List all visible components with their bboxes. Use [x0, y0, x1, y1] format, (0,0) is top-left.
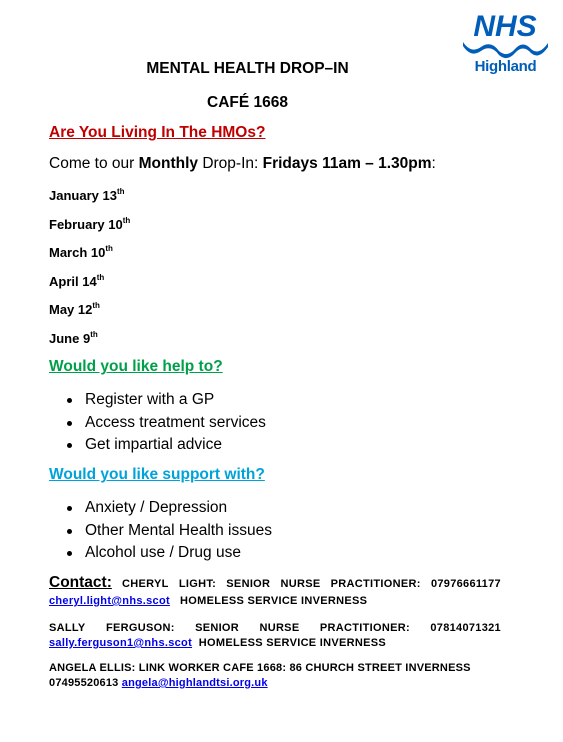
page-title: MENTAL HEALTH DROP–IN — [146, 60, 349, 77]
page-subtitle: CAFÉ 1668 — [207, 94, 288, 111]
contact-cheryl-line2 — [49, 595, 501, 607]
bullet-icon — [67, 421, 72, 426]
bullet-icon — [67, 529, 72, 534]
contact-sally — [49, 622, 501, 649]
nhs-wordmark-icon — [459, 9, 552, 59]
date-text: March 10 — [49, 245, 106, 260]
contact-phone: 07814071321 — [430, 622, 501, 634]
list-item — [67, 435, 266, 458]
list-item — [67, 543, 272, 566]
list-item-text: Anxiety / Depression — [85, 499, 228, 516]
contact-word: PRACTITIONER: — [319, 622, 410, 634]
contact-angela — [49, 662, 501, 689]
list-item-text: Get impartial advice — [85, 436, 222, 453]
date-suffix: th — [90, 330, 98, 339]
date-text: June 9 — [49, 331, 91, 346]
cheryl-email-link[interactable]: cheryl.light@nhs.scot — [49, 595, 170, 607]
contact-word: LIGHT: — [178, 578, 217, 590]
contact-word: NURSE — [280, 578, 321, 590]
list-item-text: Other Mental Health issues — [85, 521, 272, 539]
contact-word: CHERYL — [122, 578, 169, 590]
contact-word: SENIOR — [195, 622, 240, 634]
contact-angela-line2 — [49, 677, 501, 689]
intro-time: Fridays 11am – 1.30pm — [262, 155, 432, 172]
contact-word: PRACTITIONER: — [330, 578, 421, 590]
angela-email-link[interactable]: angela@highlandtsi.org.uk — [121, 677, 268, 689]
intro-middle: Drop-In: — [198, 155, 263, 172]
sally-email-link[interactable]: sally.ferguson1@nhs.scot — [49, 637, 193, 649]
list-item — [67, 390, 266, 413]
contact-label: Contact: — [49, 574, 112, 591]
date-item — [49, 244, 113, 260]
bullet-icon — [67, 398, 72, 403]
contact-word: SALLY — [49, 622, 86, 634]
list-item — [67, 521, 272, 544]
date-item — [49, 330, 98, 346]
date-text: May 12 — [49, 302, 93, 317]
date-item — [49, 187, 125, 203]
contact-angela-line: ANGELA ELLIS: LINK WORKER CAFE 1668: 86 CHURCH STREET INVERNESS — [49, 662, 471, 674]
bullet-icon — [67, 551, 72, 556]
list-item-text: Register with a GP — [85, 391, 215, 408]
svg-text:NHS: NHS — [473, 10, 537, 43]
date-text: February 10 — [49, 217, 123, 232]
contact-phone: 07976661177 — [430, 578, 501, 590]
list-item — [67, 498, 272, 521]
logo-region-label: Highland — [474, 58, 537, 75]
support-heading: Would you like support with? — [49, 466, 265, 483]
date-item — [49, 273, 104, 289]
date-suffix: th — [105, 244, 113, 253]
contact-word: SENIOR — [226, 578, 271, 590]
bullet-icon — [67, 506, 72, 511]
date-item — [49, 216, 130, 232]
list-item-text: Alcohol use / Drug use — [85, 544, 241, 561]
list-item — [67, 413, 266, 436]
date-text: January 13 — [49, 188, 117, 203]
date-text: April 14 — [49, 274, 97, 289]
support-list — [67, 498, 272, 566]
contact-sally-line2 — [49, 637, 501, 649]
hmo-question-heading: Are You Living In The HMOs? — [49, 124, 266, 141]
service-name: HOMELESS SERVICE INVERNESS — [198, 637, 387, 649]
date-suffix: th — [116, 187, 125, 196]
contact-word: NURSE — [259, 622, 300, 634]
intro-prefix: Come to our — [49, 155, 139, 172]
contact-cheryl-line — [49, 574, 501, 592]
date-suffix: th — [96, 273, 105, 282]
contact-word: FERGUSON: — [105, 622, 175, 634]
contact-cheryl — [49, 574, 501, 607]
date-item — [49, 301, 100, 317]
date-suffix: th — [92, 301, 100, 310]
help-heading: Would you like help to? — [49, 358, 223, 375]
intro-suffix: : — [431, 155, 436, 172]
list-item-text: Access treatment services — [85, 413, 266, 431]
contact-sally-line — [49, 622, 501, 634]
help-list — [67, 390, 266, 458]
intro-monthly: Monthly — [138, 155, 199, 172]
contact-phone: 07495520613 — [49, 677, 119, 689]
service-name: HOMELESS SERVICE INVERNESS — [180, 595, 368, 607]
drop-in-intro — [49, 155, 436, 173]
bullet-icon — [67, 443, 72, 448]
date-suffix: th — [122, 216, 131, 225]
